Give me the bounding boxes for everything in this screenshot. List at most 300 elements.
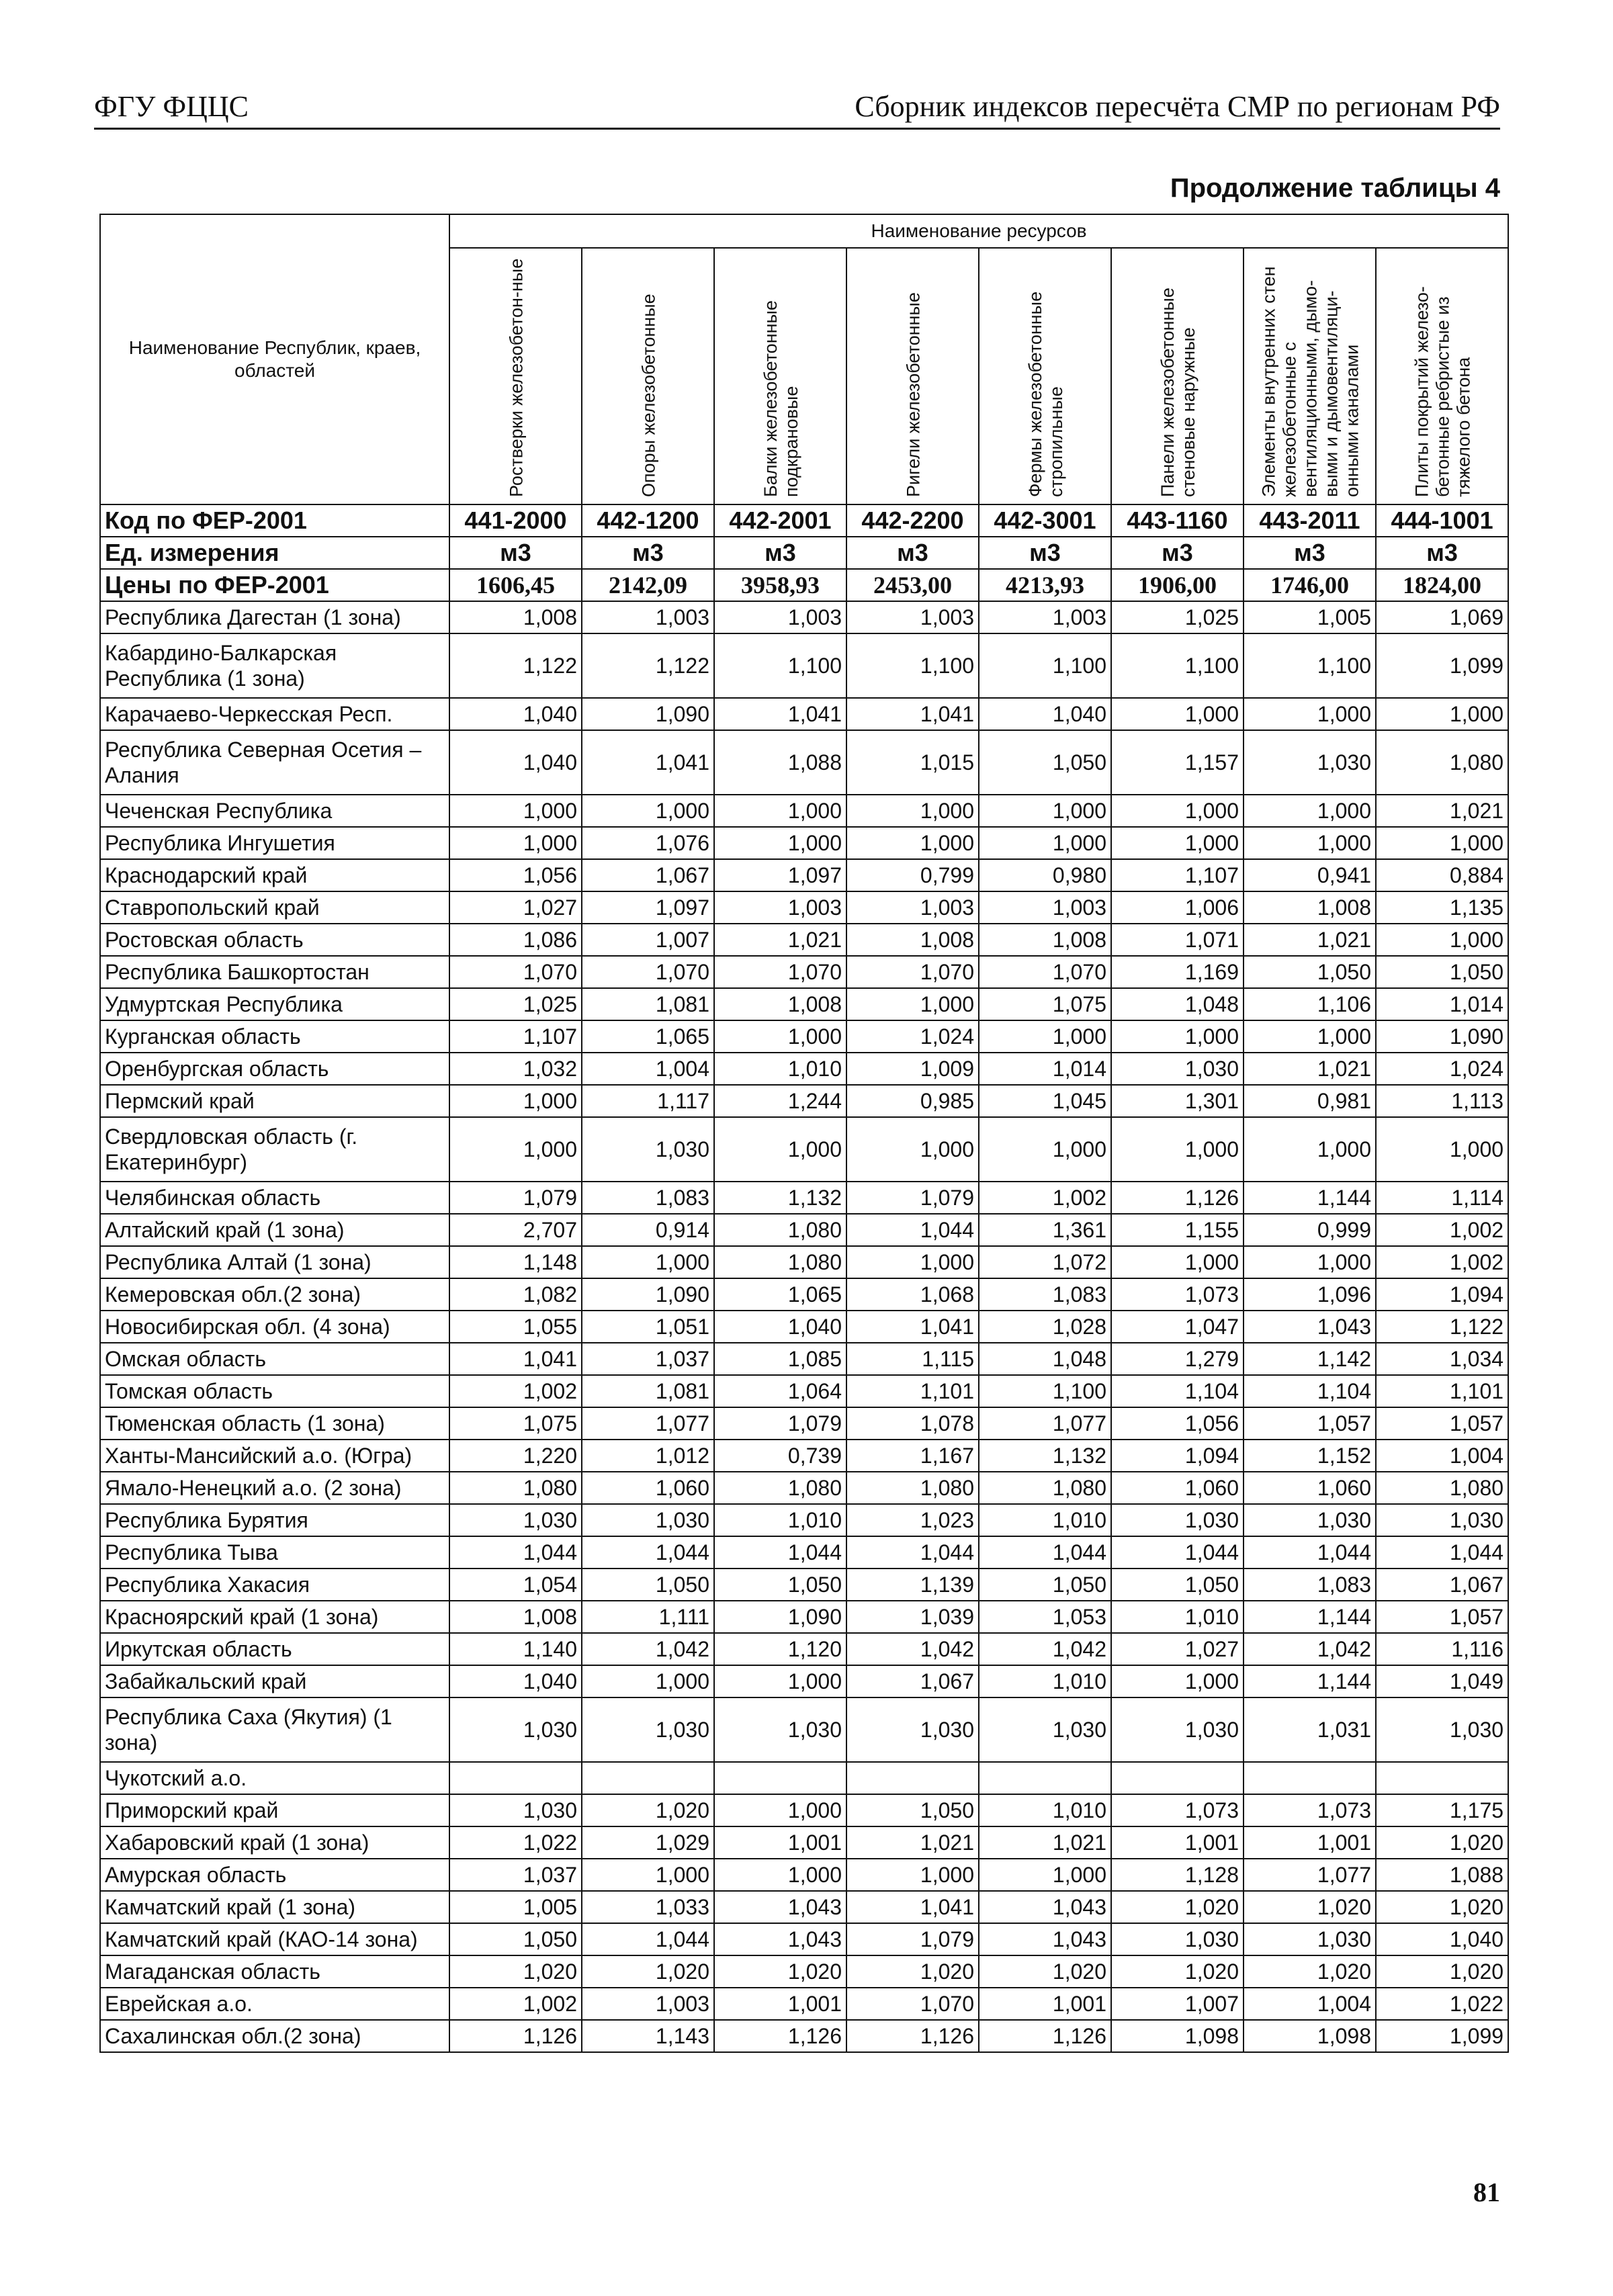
table-row (100, 1020, 1508, 1053)
index-value: 1,028 (979, 1311, 1111, 1343)
table-caption: Продолжение таблицы 4 (1170, 173, 1500, 203)
index-value: 1,175 (1376, 1794, 1508, 1826)
index-value: 1,079 (449, 1182, 582, 1214)
index-value: 1,020 (449, 1955, 582, 1988)
resource-column-header (714, 248, 846, 504)
fer-code-row-value: 444-1001 (1376, 504, 1508, 537)
index-value: 1,098 (1244, 2020, 1376, 2052)
index-value: 1,279 (1111, 1343, 1244, 1375)
index-value: 1,030 (1111, 1504, 1244, 1536)
index-value: 1,100 (979, 633, 1111, 698)
index-value: 1,000 (714, 1117, 846, 1182)
table-row (100, 1665, 1508, 1697)
index-value: 1,008 (846, 924, 979, 956)
index-value: 1,040 (449, 730, 582, 795)
region-name: Республика Тыва (100, 1536, 449, 1569)
index-value: 1,111 (582, 1601, 714, 1633)
index-value: 1,088 (714, 730, 846, 795)
index-value: 1,000 (1111, 1117, 1244, 1182)
index-value: 1,050 (979, 730, 1111, 795)
price-row-value: 1746,00 (1244, 569, 1376, 601)
index-value: 1,043 (979, 1891, 1111, 1923)
index-value: 1,079 (714, 1407, 846, 1440)
index-value: 1,021 (1244, 924, 1376, 956)
region-name: Чукотский а.о. (100, 1762, 449, 1794)
index-value: 1,030 (1111, 1923, 1244, 1955)
index-value: 1,104 (1244, 1375, 1376, 1407)
index-value: 1,090 (582, 698, 714, 730)
index-value: 1,000 (1244, 1117, 1376, 1182)
index-value (979, 1762, 1111, 1794)
index-value: 1,050 (846, 1794, 979, 1826)
fer-code-row-value: 442-2001 (714, 504, 846, 537)
index-value: 1,148 (449, 1246, 582, 1278)
index-value: 1,142 (1244, 1343, 1376, 1375)
index-value: 1,020 (1111, 1891, 1244, 1923)
unit-row-value: м3 (979, 537, 1111, 569)
index-value: 1,005 (1244, 601, 1376, 633)
index-value: 1,094 (1376, 1278, 1508, 1311)
index-value: 1,000 (1376, 827, 1508, 859)
region-name: Камчатский край (1 зона) (100, 1891, 449, 1923)
index-value: 1,073 (1111, 1794, 1244, 1826)
table-row (100, 1246, 1508, 1278)
index-value: 0,941 (1244, 859, 1376, 891)
index-value: 1,064 (714, 1375, 846, 1407)
index-value: 1,083 (979, 1278, 1111, 1311)
table-row (100, 859, 1508, 891)
unit-row-value: м3 (1376, 537, 1508, 569)
index-value: 1,107 (1111, 859, 1244, 891)
index-value: 1,000 (846, 988, 979, 1020)
index-value: 1,155 (1111, 1214, 1244, 1246)
index-value: 1,097 (714, 859, 846, 891)
index-value: 1,000 (1111, 1020, 1244, 1053)
table-row (100, 1762, 1508, 1794)
index-value: 1,000 (1111, 1665, 1244, 1697)
region-name: Республика Алтай (1 зона) (100, 1246, 449, 1278)
index-value (582, 1762, 714, 1794)
index-value: 1,003 (582, 1988, 714, 2020)
index-value: 1,041 (846, 1891, 979, 1923)
index-value: 1,021 (1376, 795, 1508, 827)
index-value: 1,030 (1244, 1923, 1376, 1955)
index-value: 1,003 (979, 891, 1111, 924)
resource-name: Ростверки железобетон-ные (505, 258, 526, 497)
index-value: 2,707 (449, 1214, 582, 1246)
index-value: 1,169 (1111, 956, 1244, 988)
index-value: 0,914 (582, 1214, 714, 1246)
table-row (100, 1504, 1508, 1536)
index-value: 1,098 (1111, 2020, 1244, 2052)
resource-name: Балки железобетонные подкрановые (760, 300, 801, 497)
index-value: 1,022 (449, 1826, 582, 1859)
index-value: 1,361 (979, 1214, 1111, 1246)
index-value: 1,000 (846, 795, 979, 827)
index-value: 1,001 (979, 1988, 1111, 2020)
index-value: 1,000 (1111, 827, 1244, 859)
index-value: 1,020 (1111, 1955, 1244, 1988)
region-name: Карачаево-Черкесская Респ. (100, 698, 449, 730)
index-value: 1,000 (449, 827, 582, 859)
index-value: 1,065 (714, 1278, 846, 1311)
region-name: Кемеровская обл.(2 зона) (100, 1278, 449, 1311)
index-value: 1,023 (846, 1504, 979, 1536)
index-value: 1,004 (1376, 1440, 1508, 1472)
price-row (100, 569, 1508, 601)
region-name: Челябинская область (100, 1182, 449, 1214)
region-name: Республика Северная Осетия – Алания (100, 730, 449, 795)
index-value: 1,056 (1111, 1407, 1244, 1440)
index-value: 1,088 (1376, 1859, 1508, 1891)
table-row (100, 1891, 1508, 1923)
index-value: 1,070 (714, 956, 846, 988)
index-value: 1,050 (449, 1923, 582, 1955)
index-value: 1,010 (714, 1504, 846, 1536)
index-value: 1,301 (1111, 1085, 1244, 1117)
index-value: 1,000 (714, 795, 846, 827)
index-value: 1,076 (582, 827, 714, 859)
fer-code-row-value: 441-2000 (449, 504, 582, 537)
unit-row-label: Ед. измерения (100, 537, 449, 569)
index-value: 1,020 (714, 1955, 846, 1988)
region-name: Амурская область (100, 1859, 449, 1891)
region-name: Республика Саха (Якутия) (1 зона) (100, 1697, 449, 1762)
unit-row-value: м3 (846, 537, 979, 569)
table-row (100, 1697, 1508, 1762)
index-value: 1,001 (1244, 1826, 1376, 1859)
index-value: 1,014 (979, 1053, 1111, 1085)
index-value: 1,097 (582, 891, 714, 924)
index-value: 1,010 (979, 1794, 1111, 1826)
index-value: 1,001 (714, 1826, 846, 1859)
index-value: 1,008 (449, 1601, 582, 1633)
index-value: 1,031 (1244, 1697, 1376, 1762)
index-value: 0,999 (1244, 1214, 1376, 1246)
index-value: 1,000 (1111, 1246, 1244, 1278)
index-value: 1,042 (582, 1633, 714, 1665)
index-value: 1,000 (1244, 1246, 1376, 1278)
index-value: 1,126 (1111, 1182, 1244, 1214)
table-row (100, 1311, 1508, 1343)
resource-column-header (979, 248, 1111, 504)
index-value: 1,000 (979, 1117, 1111, 1182)
index-value: 1,126 (449, 2020, 582, 2052)
region-name: Забайкальский край (100, 1665, 449, 1697)
index-value: 1,001 (1111, 1826, 1244, 1859)
unit-row (100, 537, 1508, 569)
index-value: 1,000 (846, 1117, 979, 1182)
region-name: Пермский край (100, 1085, 449, 1117)
region-name: Ставропольский край (100, 891, 449, 924)
index-value (714, 1762, 846, 1794)
index-value: 1,117 (582, 1085, 714, 1117)
index-value: 1,090 (714, 1601, 846, 1633)
region-name: Магаданская область (100, 1955, 449, 1988)
unit-row-value: м3 (714, 537, 846, 569)
index-value: 1,080 (1376, 730, 1508, 795)
price-row-value: 2453,00 (846, 569, 979, 601)
resource-column-header (449, 248, 582, 504)
region-name: Новосибирская обл. (4 зона) (100, 1311, 449, 1343)
index-value: 1,010 (714, 1053, 846, 1085)
index-value: 1,044 (1244, 1536, 1376, 1569)
index-table (99, 214, 1509, 2053)
index-value: 1,021 (846, 1826, 979, 1859)
region-name: Республика Хакасия (100, 1569, 449, 1601)
index-value: 1,115 (846, 1343, 979, 1375)
index-value: 1,099 (1376, 2020, 1508, 2052)
index-value: 1,044 (1111, 1536, 1244, 1569)
index-value: 1,043 (714, 1891, 846, 1923)
index-value: 1,003 (714, 891, 846, 924)
index-value: 1,003 (846, 891, 979, 924)
index-value: 1,030 (449, 1504, 582, 1536)
index-value: 1,000 (979, 795, 1111, 827)
table-row (100, 730, 1508, 795)
index-value: 1,042 (846, 1633, 979, 1665)
index-value: 1,030 (582, 1504, 714, 1536)
region-name: Приморский край (100, 1794, 449, 1826)
index-value: 1,144 (1244, 1601, 1376, 1633)
index-value: 1,009 (846, 1053, 979, 1085)
table-row (100, 1569, 1508, 1601)
index-value: 1,041 (582, 730, 714, 795)
resource-column-header (582, 248, 714, 504)
index-value: 1,167 (846, 1440, 979, 1472)
index-value: 1,071 (1111, 924, 1244, 956)
region-column-header: Наименование Республик, краев, областей (100, 214, 449, 504)
index-value: 1,014 (1376, 988, 1508, 1020)
index-value: 1,000 (1111, 795, 1244, 827)
index-value: 1,041 (846, 698, 979, 730)
index-value: 1,024 (1376, 1053, 1508, 1085)
index-value: 1,000 (582, 1859, 714, 1891)
index-value: 1,003 (714, 601, 846, 633)
index-value: 1,003 (979, 601, 1111, 633)
region-name: Иркутская область (100, 1633, 449, 1665)
table-row (100, 1859, 1508, 1891)
resource-column-header (846, 248, 979, 504)
region-name: Сахалинская обл.(2 зона) (100, 2020, 449, 2052)
index-value: 1,086 (449, 924, 582, 956)
index-value: 1,029 (582, 1826, 714, 1859)
table-row (100, 956, 1508, 988)
index-value: 1,020 (1376, 1891, 1508, 1923)
index-value: 1,080 (714, 1472, 846, 1504)
index-value: 1,040 (449, 698, 582, 730)
table-row (100, 633, 1508, 698)
index-value: 1,055 (449, 1311, 582, 1343)
index-value: 1,004 (1244, 1988, 1376, 2020)
index-value: 1,122 (582, 633, 714, 698)
index-value: 1,067 (1376, 1569, 1508, 1601)
index-value: 1,030 (582, 1697, 714, 1762)
index-value: 1,060 (582, 1472, 714, 1504)
index-value: 1,002 (1376, 1246, 1508, 1278)
table-row (100, 1988, 1508, 2020)
index-value: 1,020 (1244, 1891, 1376, 1923)
index-value: 1,033 (582, 1891, 714, 1923)
table-row (100, 1794, 1508, 1826)
region-name: Камчатский край (КАО-14 зона) (100, 1923, 449, 1955)
index-value: 1,140 (449, 1633, 582, 1665)
index-value: 1,047 (1111, 1311, 1244, 1343)
index-value: 1,021 (714, 924, 846, 956)
index-value: 1,002 (449, 1375, 582, 1407)
table-header (100, 214, 1508, 504)
index-value: 1,077 (1244, 1859, 1376, 1891)
index-value: 1,100 (714, 633, 846, 698)
region-name: Краснодарский край (100, 859, 449, 891)
index-value: 0,985 (846, 1085, 979, 1117)
index-value: 1,081 (582, 1375, 714, 1407)
index-value: 1,072 (979, 1246, 1111, 1278)
table-row (100, 1633, 1508, 1665)
index-value: 1,045 (979, 1085, 1111, 1117)
index-value: 1,043 (979, 1923, 1111, 1955)
fer-code-row-value: 442-3001 (979, 504, 1111, 537)
index-value (1376, 1762, 1508, 1794)
index-value: 1,073 (1244, 1794, 1376, 1826)
index-value: 1,040 (1376, 1923, 1508, 1955)
index-value: 1,068 (846, 1278, 979, 1311)
index-value: 0,739 (714, 1440, 846, 1472)
index-value: 1,034 (1376, 1343, 1508, 1375)
index-value: 1,025 (449, 988, 582, 1020)
index-value: 1,041 (846, 1311, 979, 1343)
index-value: 1,080 (979, 1472, 1111, 1504)
index-value: 1,000 (582, 1246, 714, 1278)
index-value: 1,132 (714, 1182, 846, 1214)
index-value: 1,020 (1244, 1955, 1376, 1988)
index-value: 1,007 (582, 924, 714, 956)
region-name: Оренбургская область (100, 1053, 449, 1085)
index-value: 1,057 (1244, 1407, 1376, 1440)
region-name: Республика Дагестан (1 зона) (100, 601, 449, 633)
table-row (100, 1278, 1508, 1311)
table-row (100, 1117, 1508, 1182)
index-value: 1,126 (846, 2020, 979, 2052)
table-row (100, 795, 1508, 827)
price-row-value: 3958,93 (714, 569, 846, 601)
index-value: 1,069 (1376, 601, 1508, 633)
index-value: 1,030 (1244, 1504, 1376, 1536)
index-value: 1,081 (582, 988, 714, 1020)
index-value: 1,100 (1111, 633, 1244, 698)
region-name: Алтайский край (1 зона) (100, 1214, 449, 1246)
region-name: Омская область (100, 1343, 449, 1375)
index-value: 1,044 (714, 1536, 846, 1569)
index-value: 0,799 (846, 859, 979, 891)
index-value: 1,043 (714, 1923, 846, 1955)
table-row (100, 1343, 1508, 1375)
region-name: Республика Ингушетия (100, 827, 449, 859)
index-value: 1,114 (1376, 1182, 1508, 1214)
table-row (100, 698, 1508, 730)
index-value: 1,008 (449, 601, 582, 633)
table-row (100, 1601, 1508, 1633)
index-value: 1,101 (846, 1375, 979, 1407)
table-row (100, 1407, 1508, 1440)
price-row-label: Цены по ФЕР-2001 (100, 569, 449, 601)
index-value: 1,010 (979, 1665, 1111, 1697)
index-value: 1,135 (1376, 891, 1508, 924)
index-value: 1,083 (1244, 1569, 1376, 1601)
resource-name: Опоры железобетонные (638, 294, 658, 497)
resource-group-header: Наименование ресурсов (449, 214, 1508, 248)
index-value: 1,050 (1244, 956, 1376, 988)
index-value: 1,022 (1376, 1988, 1508, 2020)
index-value: 1,020 (582, 1955, 714, 1988)
region-name: Удмуртская Республика (100, 988, 449, 1020)
page-number: 81 (1473, 2177, 1500, 2207)
index-value: 1,067 (846, 1665, 979, 1697)
index-value: 1,122 (1376, 1311, 1508, 1343)
table-row (100, 924, 1508, 956)
unit-row-value: м3 (449, 537, 582, 569)
index-value: 1,021 (979, 1826, 1111, 1859)
index-value: 1,128 (1111, 1859, 1244, 1891)
index-value: 1,000 (714, 1859, 846, 1891)
index-value: 1,126 (714, 2020, 846, 2052)
index-value: 1,008 (714, 988, 846, 1020)
index-value: 1,070 (582, 956, 714, 988)
index-value: 1,080 (846, 1472, 979, 1504)
table-row (100, 891, 1508, 924)
index-value: 1,000 (714, 1794, 846, 1826)
index-value: 1,057 (1376, 1601, 1508, 1633)
index-value: 1,000 (449, 1117, 582, 1182)
resource-column-header (1244, 248, 1376, 504)
unit-row-value: м3 (1244, 537, 1376, 569)
index-value: 1,006 (1111, 891, 1244, 924)
index-value: 1,094 (1111, 1440, 1244, 1472)
index-value: 1,051 (582, 1311, 714, 1343)
index-value: 1,030 (1376, 1697, 1508, 1762)
table-row (100, 1923, 1508, 1955)
index-value: 1,020 (1376, 1955, 1508, 1988)
index-value: 1,020 (979, 1955, 1111, 1988)
index-value: 1,002 (979, 1182, 1111, 1214)
index-value: 1,078 (846, 1407, 979, 1440)
region-name: Республика Бурятия (100, 1504, 449, 1536)
index-value: 1,002 (1376, 1214, 1508, 1246)
index-value (449, 1762, 582, 1794)
index-value: 1,000 (582, 795, 714, 827)
index-value: 1,126 (979, 2020, 1111, 2052)
index-value: 1,025 (1111, 601, 1244, 633)
table-row (100, 1826, 1508, 1859)
index-value: 1,050 (979, 1569, 1111, 1601)
index-value: 1,070 (979, 956, 1111, 988)
index-value (1244, 1762, 1376, 1794)
index-value: 1,220 (449, 1440, 582, 1472)
fer-code-row-value: 443-2011 (1244, 504, 1376, 537)
price-row-value: 4213,93 (979, 569, 1111, 601)
index-value: 1,020 (582, 1794, 714, 1826)
index-value: 1,070 (846, 956, 979, 988)
index-value (1111, 1762, 1244, 1794)
index-value: 1,101 (1376, 1375, 1508, 1407)
price-row-value: 1606,45 (449, 569, 582, 601)
index-value: 1,080 (1376, 1472, 1508, 1504)
index-value: 1,044 (846, 1536, 979, 1569)
index-value: 1,077 (582, 1407, 714, 1440)
index-value: 1,056 (449, 859, 582, 891)
index-value: 1,132 (979, 1440, 1111, 1472)
table-body (100, 504, 1508, 2052)
